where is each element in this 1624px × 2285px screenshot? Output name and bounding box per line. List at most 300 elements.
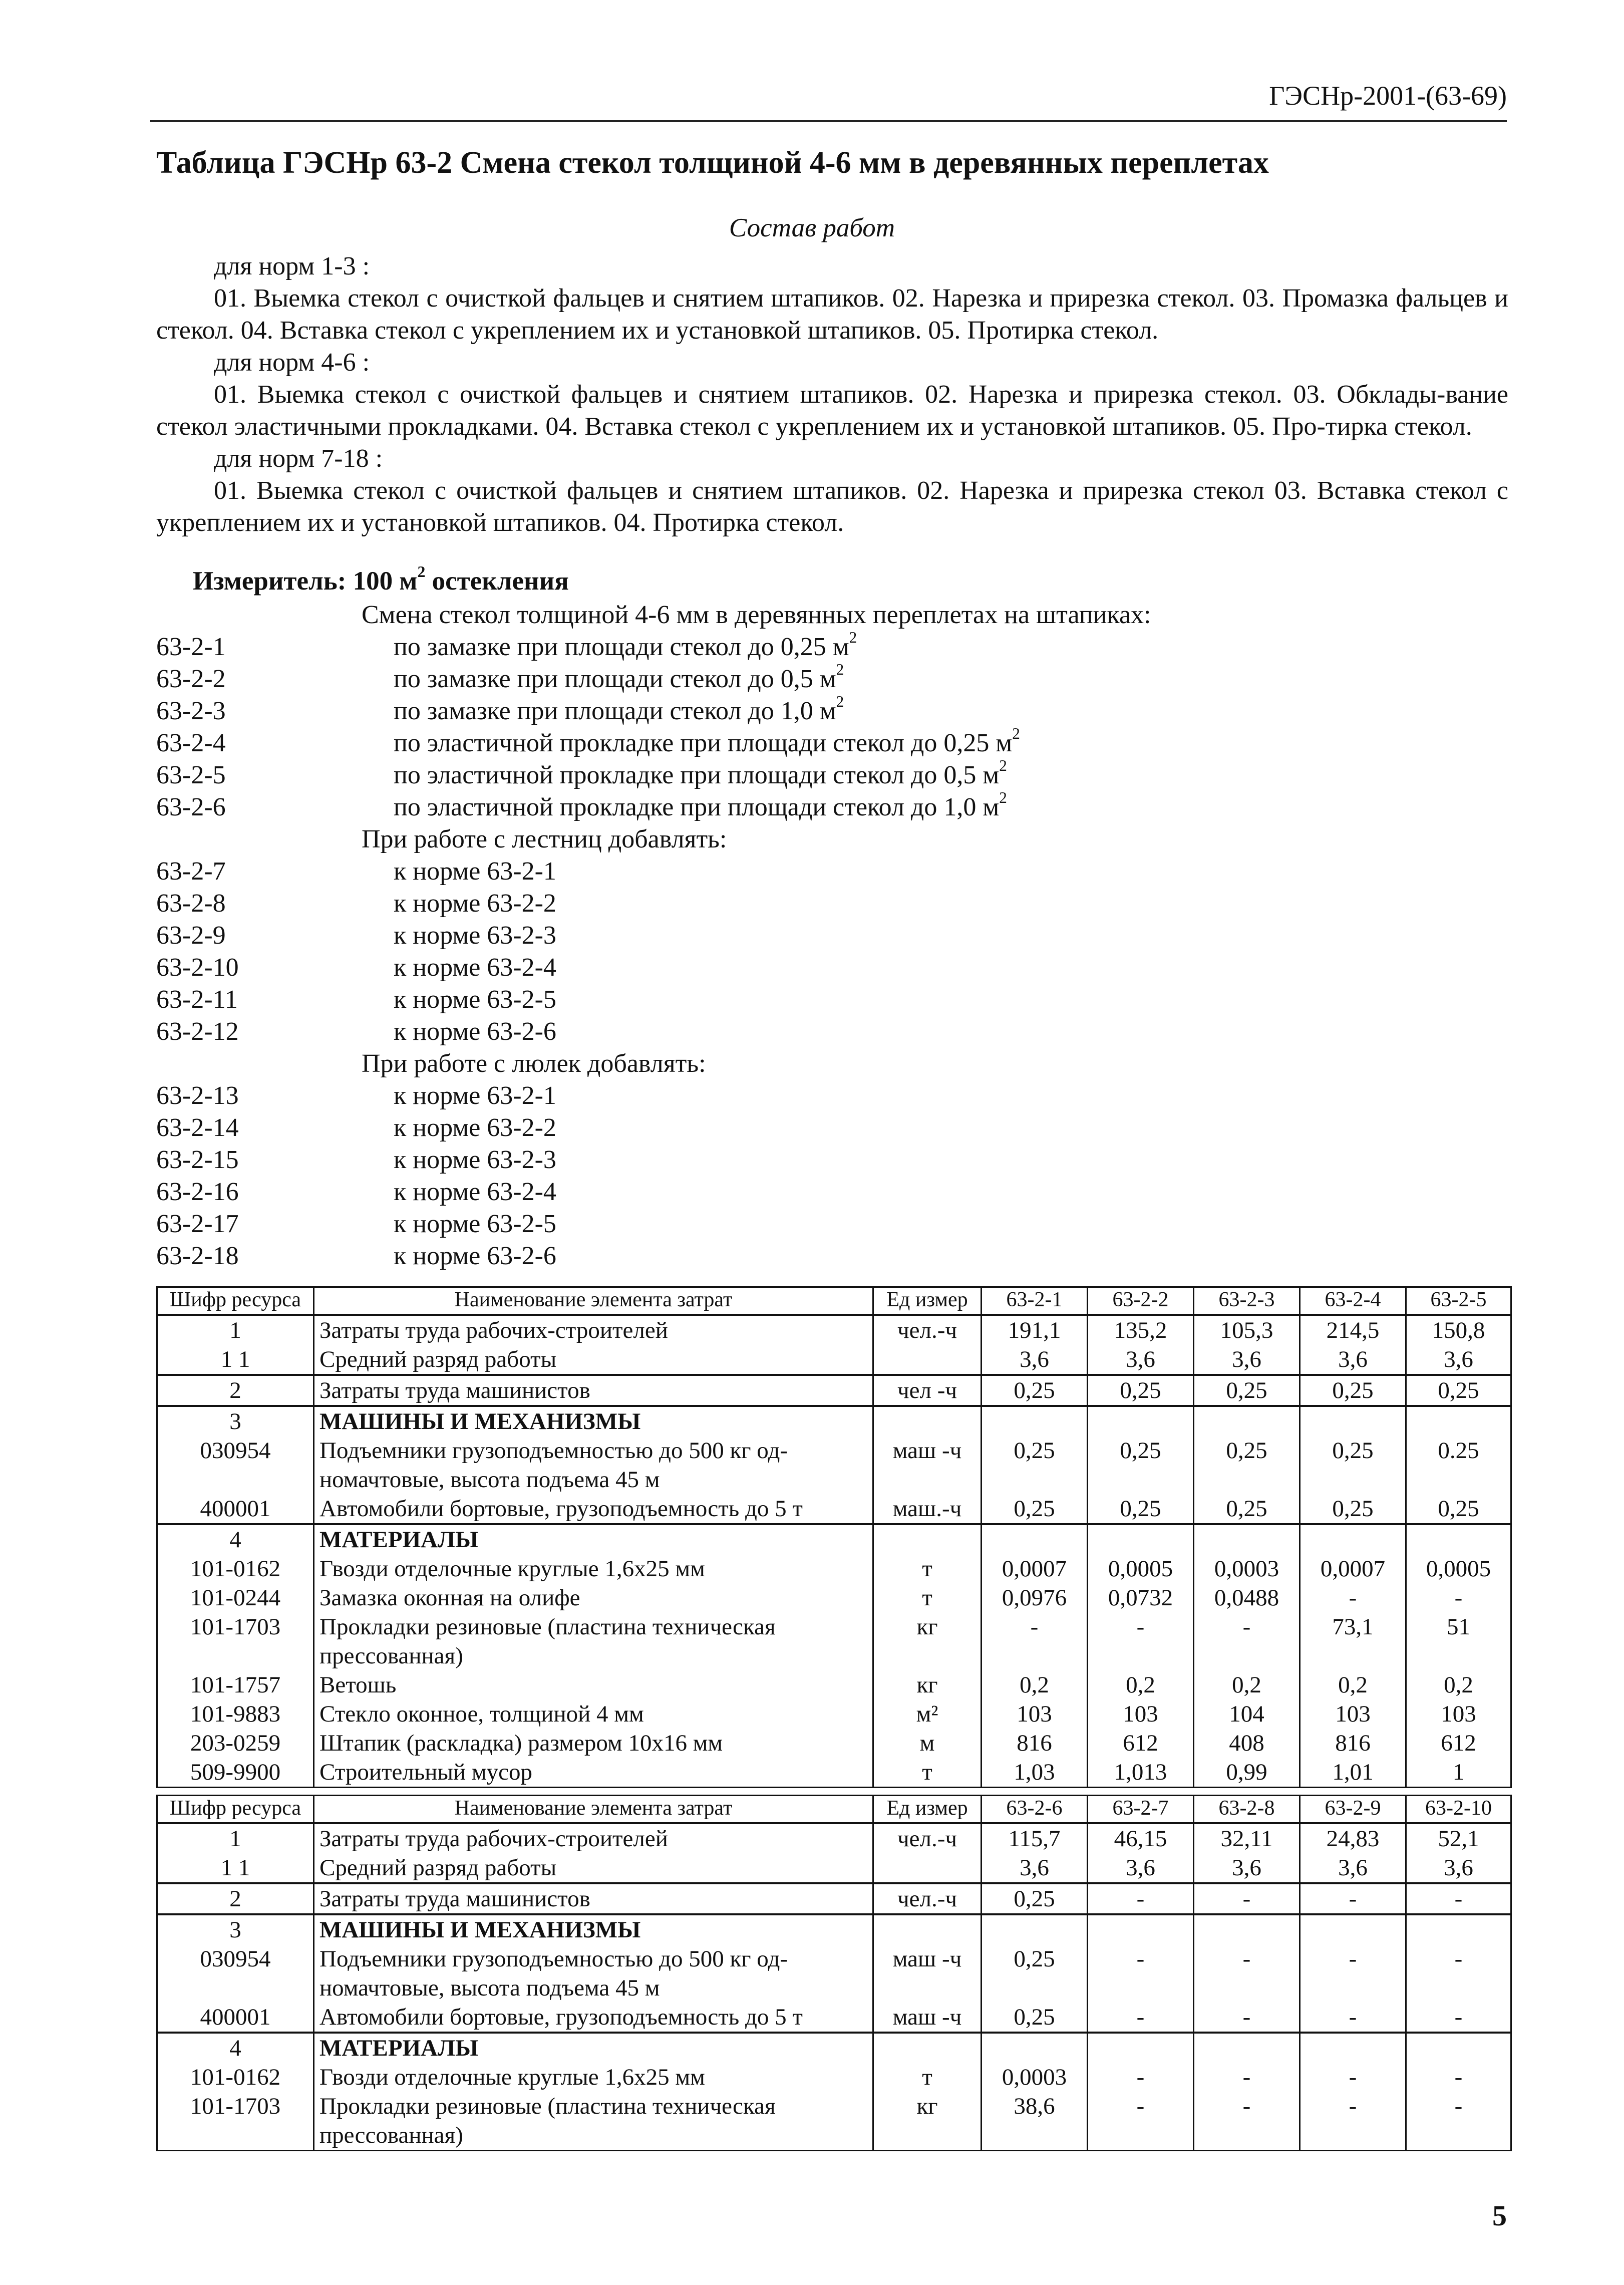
norm-value bbox=[1088, 2033, 1194, 2063]
table-row bbox=[157, 2033, 1511, 2063]
cost-element-name: Подъемники грузоподъемностью до 500 кг од-номачтовые, высота подъема 45 м bbox=[314, 1944, 873, 2003]
norm-value: 0,25 bbox=[1300, 1436, 1406, 1494]
norm-value: 0,25 bbox=[1088, 1375, 1194, 1406]
norm-row bbox=[156, 759, 1508, 791]
resource-code: 2 bbox=[157, 1883, 314, 1914]
norm-value bbox=[1088, 1406, 1194, 1436]
norm-row bbox=[156, 727, 1508, 759]
column-header: 63-2-2 bbox=[1088, 1287, 1194, 1315]
norm-value: 38,6 bbox=[982, 2092, 1088, 2151]
column-header: Наименование элемента затрат bbox=[314, 1796, 873, 1824]
norm-value: 3,6 bbox=[982, 1853, 1088, 1883]
norm-value bbox=[1194, 1406, 1300, 1436]
document-code-header: ГЭСНр-2001-(63-69) bbox=[1269, 81, 1507, 111]
work-group-label: для норм 7-18 : bbox=[214, 444, 383, 473]
cost-element-name: Прокладки резиновые (пластина техническая прессованная) bbox=[314, 2092, 873, 2151]
norm-value: 0,0007 bbox=[982, 1554, 1088, 1583]
norm-value: - bbox=[1194, 2003, 1300, 2033]
column-header: 63-2-7 bbox=[1088, 1796, 1194, 1824]
norm-value: - bbox=[1088, 2003, 1194, 2033]
measure-value: 100 м bbox=[353, 566, 418, 596]
cost-element-name: Гвозди отделочные круглые 1,6х25 мм bbox=[314, 1554, 873, 1583]
norm-description: к норме 63-2-2 bbox=[394, 889, 556, 918]
measure-label: Измеритель: bbox=[193, 566, 347, 596]
norm-row bbox=[156, 599, 1508, 631]
norm-value: 612 bbox=[1406, 1729, 1511, 1758]
work-composition bbox=[156, 250, 1508, 539]
table-row bbox=[157, 1823, 1511, 1853]
table-row bbox=[157, 1494, 1511, 1524]
resource-code: 101-1757 bbox=[157, 1670, 314, 1699]
resource-code: 4 bbox=[157, 2033, 314, 2063]
norm-unit-sup: 2 bbox=[836, 693, 844, 711]
table-row bbox=[157, 1524, 1511, 1554]
norm-unit-sup: 2 bbox=[1012, 725, 1020, 743]
norm-value: 816 bbox=[1300, 1729, 1406, 1758]
norm-description: по замазке при площади стекол до 1,0 $м^2$ bbox=[394, 693, 844, 725]
norm-value: - bbox=[1194, 2063, 1300, 2092]
norm-value: 0,25 bbox=[1194, 1436, 1300, 1494]
norm-value: 3,6 bbox=[1194, 1345, 1300, 1375]
norm-value: 103 bbox=[1406, 1699, 1511, 1729]
norm-description: к норме 63-2-5 bbox=[394, 1210, 556, 1238]
norm-value bbox=[1194, 2033, 1300, 2063]
norm-value bbox=[982, 1914, 1088, 1944]
norm-value: 816 bbox=[982, 1729, 1088, 1758]
norm-value: 0,25 bbox=[982, 2003, 1088, 2033]
unit-of-measure: т bbox=[873, 1554, 982, 1583]
norm-value: 135,2 bbox=[1088, 1315, 1194, 1345]
norm-value: - bbox=[1406, 2003, 1511, 2033]
norm-value: - bbox=[1194, 2092, 1300, 2151]
norm-code: 63-2-2 bbox=[156, 665, 226, 693]
cost-element-name: Затраты труда машинистов bbox=[314, 1883, 873, 1914]
page-number: 5 bbox=[1492, 2199, 1507, 2232]
norm-code: 63-2-15 bbox=[156, 1146, 239, 1174]
norm-value: - bbox=[1300, 2092, 1406, 2151]
ladder-heading: При работе с лестниц добавлять: bbox=[362, 825, 727, 853]
cost-element-name: Прокладки резиновые (пластина техническая прессованная) bbox=[314, 1612, 873, 1670]
resource-code: 400001 bbox=[157, 1494, 314, 1524]
norm-value: 0,2 bbox=[1088, 1670, 1194, 1699]
norm-row bbox=[156, 1080, 1508, 1112]
unit-of-measure bbox=[873, 1914, 982, 1944]
norm-value bbox=[982, 2033, 1088, 2063]
norm-code: 63-2-9 bbox=[156, 921, 226, 950]
norm-code: 63-2-12 bbox=[156, 1017, 239, 1046]
norm-code: 63-2-14 bbox=[156, 1113, 239, 1142]
resource-code: 509-9900 bbox=[157, 1758, 314, 1788]
unit-of-measure: м² bbox=[873, 1699, 982, 1729]
resource-code: 101-1703 bbox=[157, 1612, 314, 1670]
column-header: Ед измер bbox=[873, 1796, 982, 1824]
cost-element-name: Автомобили бортовые, грузоподъемность до 5 т bbox=[314, 1494, 873, 1524]
norm-value: - bbox=[1300, 1883, 1406, 1914]
norm-value: 0,25 bbox=[1406, 1494, 1511, 1524]
norm-value: 0,2 bbox=[1194, 1670, 1300, 1699]
norm-code: 63-2-6 bbox=[156, 793, 226, 821]
unit-of-measure: маш -ч bbox=[873, 1944, 982, 2003]
unit-of-measure: кг bbox=[873, 1612, 982, 1670]
table-title: Таблица ГЭСНр 63-2 Смена стекол толщиной 4-6 мм в деревянных переплетах bbox=[156, 146, 1269, 180]
unit-of-measure: кг bbox=[873, 1670, 982, 1699]
table-row bbox=[157, 1944, 1511, 2003]
norm-code: 63-2-8 bbox=[156, 889, 226, 918]
norm-value: - bbox=[1300, 2003, 1406, 2033]
norm-value bbox=[1406, 1406, 1511, 1436]
resource-code: 203-0259 bbox=[157, 1729, 314, 1758]
norms-heading: Смена стекол толщиной 4-6 мм в деревянных переплетах на штапиках: bbox=[362, 601, 1151, 629]
table-row bbox=[157, 1406, 1511, 1436]
resource-table-1 bbox=[156, 1286, 1512, 1788]
resource-code: 3 bbox=[157, 1406, 314, 1436]
cost-element-name: МАТЕРИАЛЫ bbox=[314, 2033, 873, 2063]
norm-value: 32,11 bbox=[1194, 1823, 1300, 1853]
work-group-label: для норм 4-6 : bbox=[214, 348, 370, 377]
norm-row bbox=[156, 888, 1508, 920]
cost-element-name: Штапик (раскладка) размером 10х16 мм bbox=[314, 1729, 873, 1758]
norm-description: к норме 63-2-5 bbox=[394, 985, 556, 1014]
table-row bbox=[157, 1883, 1511, 1914]
unit-of-measure: маш -ч bbox=[873, 2003, 982, 2033]
unit-of-measure: маш -ч bbox=[873, 1436, 982, 1494]
norm-code: 63-2-18 bbox=[156, 1242, 239, 1270]
norm-value bbox=[1300, 2033, 1406, 2063]
resource-code: 030954 bbox=[157, 1436, 314, 1494]
table-row bbox=[157, 1699, 1511, 1729]
norm-value: 214,5 bbox=[1300, 1315, 1406, 1345]
norm-value: 24,83 bbox=[1300, 1823, 1406, 1853]
cost-element-name: МАШИНЫ И МЕХАНИЗМЫ bbox=[314, 1406, 873, 1436]
cost-element-name: Затраты труда рабочих-строителей bbox=[314, 1315, 873, 1345]
norm-description: к норме 63-2-2 bbox=[394, 1113, 556, 1142]
norm-value: 105,3 bbox=[1194, 1315, 1300, 1345]
composition-heading: Состав работ bbox=[729, 213, 895, 242]
column-header: 63-2-6 bbox=[982, 1796, 1088, 1824]
unit-of-measure: т bbox=[873, 2063, 982, 2092]
norm-value: 0,25 bbox=[982, 1436, 1088, 1494]
unit-of-measure: кг bbox=[873, 2092, 982, 2151]
norm-value: - bbox=[1194, 1883, 1300, 1914]
resource-code: 1 bbox=[157, 1823, 314, 1853]
column-header: 63-2-4 bbox=[1300, 1287, 1406, 1315]
norm-value: 0,25 bbox=[982, 1944, 1088, 2003]
norm-value: 1,01 bbox=[1300, 1758, 1406, 1788]
norm-value: 1,013 bbox=[1088, 1758, 1194, 1788]
norm-value: 46,15 bbox=[1088, 1823, 1194, 1853]
cost-element-name: Средний разряд работы bbox=[314, 1345, 873, 1375]
norm-value: 0,2 bbox=[982, 1670, 1088, 1699]
norm-description: к норме 63-2-1 bbox=[394, 1081, 556, 1110]
norm-description: по эластичной прокладке при площади стекол до 1,0 $м^2$ bbox=[394, 789, 1007, 821]
norm-row bbox=[156, 1208, 1508, 1240]
table-row bbox=[157, 1612, 1511, 1670]
norm-row bbox=[156, 1176, 1508, 1208]
norm-value: 3,6 bbox=[1406, 1345, 1511, 1375]
norm-description: к норме 63-2-6 bbox=[394, 1242, 556, 1270]
cost-element-name: МАШИНЫ И МЕХАНИЗМЫ bbox=[314, 1914, 873, 1944]
unit-of-measure: чел -ч bbox=[873, 1375, 982, 1406]
norm-code: 63-2-3 bbox=[156, 697, 226, 725]
norm-code: 63-2-5 bbox=[156, 761, 226, 789]
norm-value: 612 bbox=[1088, 1729, 1194, 1758]
resource-code: 3 bbox=[157, 1914, 314, 1944]
norm-value: 0,0976 bbox=[982, 1583, 1088, 1612]
norm-value: 0,0005 bbox=[1406, 1554, 1511, 1583]
norm-description: к норме 63-2-4 bbox=[394, 1178, 556, 1206]
norm-value: 0,2 bbox=[1406, 1670, 1511, 1699]
norm-value bbox=[1406, 1524, 1511, 1554]
cost-element-name: Замазка оконная на олифе bbox=[314, 1583, 873, 1612]
norm-value: 408 bbox=[1194, 1729, 1300, 1758]
cost-element-name: Средний разряд работы bbox=[314, 1853, 873, 1883]
norm-value: 3,6 bbox=[1406, 1853, 1511, 1883]
norm-code: 63-2-7 bbox=[156, 857, 226, 886]
cost-element-name: Стекло оконное, толщиной 4 мм bbox=[314, 1699, 873, 1729]
norm-code: 63-2-17 bbox=[156, 1210, 239, 1238]
table-row bbox=[157, 2063, 1511, 2092]
column-header: Ед измер bbox=[873, 1287, 982, 1315]
resource-code: 400001 bbox=[157, 2003, 314, 2033]
cost-element-name: Затраты труда машинистов bbox=[314, 1375, 873, 1406]
norm-value bbox=[1088, 1524, 1194, 1554]
norm-value: - bbox=[1300, 1944, 1406, 2003]
norm-row bbox=[156, 1048, 1508, 1080]
norm-value: - bbox=[1088, 1883, 1194, 1914]
unit-of-measure bbox=[873, 1345, 982, 1375]
norm-row bbox=[156, 663, 1508, 695]
norm-value bbox=[1194, 1524, 1300, 1554]
table-row bbox=[157, 1375, 1511, 1406]
column-header: Наименование элемента затрат bbox=[314, 1287, 873, 1315]
work-group-text: 01. Выемка стекол с очисткой фальцев и снятием штапиков. 02. Нарезка и прирезка стекол. 03. Обклады-вание стекол эластичными прокладками. 04. Вставка стекол с укреплением их и установкой штапиков. 05. Про-тирка стекол. bbox=[156, 380, 1508, 441]
table-row bbox=[157, 1914, 1511, 1944]
norm-value: 0,99 bbox=[1194, 1758, 1300, 1788]
table-row bbox=[157, 1758, 1511, 1788]
table-row bbox=[157, 1583, 1511, 1612]
norm-description: к норме 63-2-1 bbox=[394, 857, 556, 886]
column-header: 63-2-5 bbox=[1406, 1287, 1511, 1315]
norm-value: 0,25 bbox=[1300, 1375, 1406, 1406]
norm-value: - bbox=[1300, 2063, 1406, 2092]
cost-element-name: Гвозди отделочные круглые 1,6х25 мм bbox=[314, 2063, 873, 2092]
unit-of-measure bbox=[873, 1406, 982, 1436]
norm-value: 103 bbox=[1088, 1699, 1194, 1729]
column-header: 63-2-1 bbox=[982, 1287, 1088, 1315]
norm-value bbox=[1088, 1914, 1194, 1944]
norm-code: 63-2-11 bbox=[156, 985, 238, 1014]
cost-element-name: Строительный мусор bbox=[314, 1758, 873, 1788]
norm-row bbox=[156, 920, 1508, 952]
norm-description: по замазке при площади стекол до 0,25 $м^2$ bbox=[394, 629, 857, 661]
cradle-heading: При работе с люлек добавлять: bbox=[362, 1049, 706, 1078]
norm-value: 3,6 bbox=[1088, 1853, 1194, 1883]
table-row bbox=[157, 2003, 1511, 2033]
norm-row bbox=[156, 952, 1508, 984]
norm-value: - bbox=[1406, 2063, 1511, 2092]
cost-element-name: МАТЕРИАЛЫ bbox=[314, 1524, 873, 1554]
cost-element-name: Ветошь bbox=[314, 1670, 873, 1699]
norm-value: - bbox=[1088, 2063, 1194, 2092]
norm-value bbox=[1194, 1914, 1300, 1944]
work-group-label: для норм 1-3 : bbox=[214, 252, 370, 280]
norm-code: 63-2-10 bbox=[156, 953, 239, 982]
resource-code: 4 bbox=[157, 1524, 314, 1554]
unit-of-measure bbox=[873, 1853, 982, 1883]
norm-value: 0,25 bbox=[1300, 1494, 1406, 1524]
unit-of-measure bbox=[873, 2033, 982, 2063]
norm-unit-sup: 2 bbox=[849, 629, 857, 647]
table-row bbox=[157, 1345, 1511, 1375]
norm-value: 0,25 bbox=[1406, 1375, 1511, 1406]
column-header: Шифр ресурса bbox=[157, 1796, 314, 1824]
norm-row bbox=[156, 791, 1508, 823]
work-group-text: 01. Выемка стекол с очисткой фальцев и снятием штапиков. 02. Нарезка и прирезка стекол 03. Вставка стекол с укреплением их и установкой штапиков. 04. Протирка стекол. bbox=[156, 476, 1508, 537]
resource-code: 101-0162 bbox=[157, 1554, 314, 1583]
norm-value: 0,2 bbox=[1300, 1670, 1406, 1699]
column-header: Шифр ресурса bbox=[157, 1287, 314, 1315]
resource-table-2 bbox=[156, 1795, 1512, 2151]
table-row bbox=[157, 1729, 1511, 1758]
norm-value: 52,1 bbox=[1406, 1823, 1511, 1853]
cost-element-name: Автомобили бортовые, грузоподъемность до 5 т bbox=[314, 2003, 873, 2033]
resource-code: 101-9883 bbox=[157, 1699, 314, 1729]
table-row bbox=[157, 1554, 1511, 1583]
norm-value: 0,0005 bbox=[1088, 1554, 1194, 1583]
unit-of-measure: т bbox=[873, 1583, 982, 1612]
norm-value: 0,0003 bbox=[1194, 1554, 1300, 1583]
norm-description: по замазке при площади стекол до 0,5 $м^2$ bbox=[394, 661, 844, 693]
norm-value: 150,8 bbox=[1406, 1315, 1511, 1345]
norm-value bbox=[1406, 1914, 1511, 1944]
header-rule bbox=[150, 120, 1507, 122]
unit-of-measure: маш.-ч bbox=[873, 1494, 982, 1524]
norm-value: - bbox=[982, 1612, 1088, 1670]
resource-code: 030954 bbox=[157, 1944, 314, 2003]
norm-value: 1 bbox=[1406, 1758, 1511, 1788]
norm-value: - bbox=[1300, 1583, 1406, 1612]
norm-value: - bbox=[1194, 1612, 1300, 1670]
column-header: 63-2-9 bbox=[1300, 1796, 1406, 1824]
norm-value: - bbox=[1406, 1944, 1511, 2003]
norm-unit-sup: 2 bbox=[999, 757, 1007, 775]
norm-value: 191,1 bbox=[982, 1315, 1088, 1345]
norm-description: по эластичной прокладке при площади стекол до 0,25 $м^2$ bbox=[394, 725, 1020, 757]
norm-value: - bbox=[1088, 1944, 1194, 2003]
measure-suffix: остекления bbox=[425, 566, 569, 596]
measure-unit bbox=[193, 562, 569, 596]
norm-value: 3,6 bbox=[982, 1345, 1088, 1375]
norm-value bbox=[1300, 1524, 1406, 1554]
column-header: 63-2-8 bbox=[1194, 1796, 1300, 1824]
norm-value: 0,25 bbox=[1088, 1494, 1194, 1524]
column-header: 63-2-3 bbox=[1194, 1287, 1300, 1315]
norm-value bbox=[982, 1524, 1088, 1554]
norm-value: 0,25 bbox=[982, 1883, 1088, 1914]
norm-value: 3,6 bbox=[1300, 1853, 1406, 1883]
norm-value: - bbox=[1088, 1612, 1194, 1670]
norm-code: 63-2-16 bbox=[156, 1178, 239, 1206]
norm-value: 0,0732 bbox=[1088, 1583, 1194, 1612]
unit-of-measure: чел.-ч bbox=[873, 1883, 982, 1914]
norm-value: 0.25 bbox=[1406, 1436, 1511, 1494]
norm-value: 103 bbox=[982, 1699, 1088, 1729]
norm-unit-sup: 2 bbox=[999, 789, 1007, 807]
norm-value bbox=[1406, 2033, 1511, 2063]
resource-code: 1 1 bbox=[157, 1345, 314, 1375]
norm-value: 0,25 bbox=[982, 1375, 1088, 1406]
norm-value: - bbox=[1406, 1883, 1511, 1914]
norm-value: 51 bbox=[1406, 1612, 1511, 1670]
norm-row bbox=[156, 631, 1508, 663]
norm-code: 63-2-13 bbox=[156, 1081, 239, 1110]
resource-code: 1 1 bbox=[157, 1853, 314, 1883]
norm-row bbox=[156, 984, 1508, 1016]
norm-value: 0,0007 bbox=[1300, 1554, 1406, 1583]
norm-value: 3,6 bbox=[1088, 1345, 1194, 1375]
norm-description: по эластичной прокладке при площади стекол до 0,5 $м^2$ bbox=[394, 757, 1007, 789]
table-row bbox=[157, 1853, 1511, 1883]
norm-value: 0,0003 bbox=[982, 2063, 1088, 2092]
norm-row bbox=[156, 1112, 1508, 1144]
column-header: 63-2-10 bbox=[1406, 1796, 1511, 1824]
table-row bbox=[157, 1670, 1511, 1699]
norm-value: 0,25 bbox=[982, 1494, 1088, 1524]
norm-unit-sup: 2 bbox=[836, 661, 844, 679]
norm-description: к норме 63-2-3 bbox=[394, 921, 556, 950]
table-row bbox=[157, 1436, 1511, 1494]
resource-code: 101-0162 bbox=[157, 2063, 314, 2092]
norm-value: 0,25 bbox=[1088, 1436, 1194, 1494]
norm-value: 3,6 bbox=[1194, 1853, 1300, 1883]
resource-code: 101-1703 bbox=[157, 2092, 314, 2151]
unit-of-measure: т bbox=[873, 1758, 982, 1788]
norm-row bbox=[156, 1016, 1508, 1048]
norm-value: 0,0488 bbox=[1194, 1583, 1300, 1612]
norm-row bbox=[156, 823, 1508, 855]
norm-description: к норме 63-2-3 bbox=[394, 1146, 556, 1174]
norm-value bbox=[982, 1406, 1088, 1436]
norm-value: 104 bbox=[1194, 1699, 1300, 1729]
norm-row bbox=[156, 1240, 1508, 1272]
unit-of-measure bbox=[873, 1524, 982, 1554]
cost-element-name: Затраты труда рабочих-строителей bbox=[314, 1823, 873, 1853]
norm-value: 3,6 bbox=[1300, 1345, 1406, 1375]
unit-of-measure: чел.-ч bbox=[873, 1315, 982, 1345]
norm-value: - bbox=[1406, 1583, 1511, 1612]
table-row bbox=[157, 2092, 1511, 2151]
norm-description: к норме 63-2-6 bbox=[394, 1017, 556, 1046]
norm-value: 103 bbox=[1300, 1699, 1406, 1729]
table-row bbox=[157, 1315, 1511, 1345]
norms-list bbox=[156, 599, 1508, 1272]
norm-code: 63-2-4 bbox=[156, 729, 226, 757]
norm-value: 1,03 bbox=[982, 1758, 1088, 1788]
norm-row bbox=[156, 1144, 1508, 1176]
norm-value: - bbox=[1194, 1944, 1300, 2003]
norm-value: 0,25 bbox=[1194, 1375, 1300, 1406]
unit-of-measure: м bbox=[873, 1729, 982, 1758]
measure-sup: 2 bbox=[417, 562, 426, 581]
resource-code: 2 bbox=[157, 1375, 314, 1406]
unit-of-measure: чел.-ч bbox=[873, 1823, 982, 1853]
norm-value: 73,1 bbox=[1300, 1612, 1406, 1670]
norm-row bbox=[156, 855, 1508, 888]
norm-value bbox=[1300, 1406, 1406, 1436]
norm-value: - bbox=[1406, 2092, 1511, 2151]
cost-element-name: Подъемники грузоподъемностью до 500 кг од-номачтовые, высота подъема 45 м bbox=[314, 1436, 873, 1494]
norm-code: 63-2-1 bbox=[156, 633, 226, 661]
